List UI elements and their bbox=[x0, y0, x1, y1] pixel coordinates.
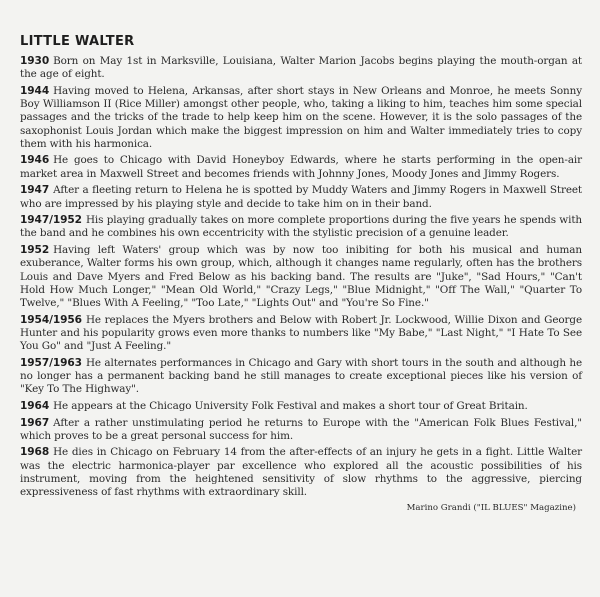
page-title: LITTLE WALTER bbox=[20, 34, 135, 49]
entry-year: 1957/1963 bbox=[20, 356, 82, 369]
entry-year: 1952 bbox=[20, 244, 50, 257]
entry-text: Having moved to Helena, Arkansas, after short stays in New Orleans and Monroe, he meets Sonny Boy Williamson II (Rice Miller) amongst other people, who, taking a liking to him, teaches him some special passages and the tricks of the trade to help keep him on the scene. However, it is the solo passages of the saxophonist Louis Jordan which make the biggest impression on him and Walter immediately tries to copy them with his harmonica. bbox=[20, 84, 582, 150]
timeline-entry bbox=[20, 417, 582, 443]
entry-text: Born on May 1st in Marksville, Louisiana, Walter Marion Jacobs begins playing the mouth-organ at the age of eight. bbox=[20, 55, 582, 81]
entry-year: 1930 bbox=[20, 55, 50, 67]
timeline-entry bbox=[20, 244, 582, 310]
entry-text: After a fleeting return to Helena he is spotted by Muddy Waters and Jimmy Rogers in Maxwell Street who are impressed by his playing style and decide to take him on in their band. bbox=[20, 184, 582, 210]
entry-year: 1946 bbox=[20, 154, 50, 167]
entry-year: 1968 bbox=[20, 446, 50, 459]
timeline-entry bbox=[20, 446, 582, 499]
entry-text: He alternates performances in Chicago and Gary with short tours in the south and although he no longer has a permanent backing band he still manages to create exceptional pieces like his version of "Key To The Highway". bbox=[20, 356, 582, 396]
entry-year: 1964 bbox=[20, 399, 50, 412]
timeline-entry bbox=[20, 55, 582, 81]
entry-year: 1944 bbox=[20, 84, 50, 97]
author-credit: Marino Grandi ("IL BLUES" Magazine) bbox=[406, 502, 576, 513]
timeline-entry bbox=[20, 85, 582, 151]
entry-text: He replaces the Myers brothers and Below with Robert Jr. Lockwood, Willie Dixon and George Hunter and his popularity grows even more thanks to numbers like "My Babe," "Last Night," "I Hate To See You Go" and "Just A Feeling." bbox=[20, 313, 582, 353]
entry-year: 1947/1952 bbox=[20, 214, 82, 227]
entry-text: Having left Waters' group which was by now too inibiting for both his musical and human exuberance, Walter forms his own group, which, although it changes name regularly, often has the brothers Louis and Dave Myers and Fred Below as his backing band. The results are "Juke", "Sad Hours," "Can't Hold How Much Longer," "Mean Old World," "Crazy Legs," "Blue Midnight," "Off The Wall," "Quarter To Twelve," "Blues With A Feeling," "Too Late," "Lights Out" and "You're So Fine." bbox=[20, 244, 582, 309]
entry-text: He goes to Chicago with David Honeyboy Edwards, where he starts performing in the open-air market area in Maxwell Street and becomes friends with Johnny Jones, Moody Jones and Jimmy Rogers. bbox=[20, 154, 582, 180]
timeline-entry bbox=[20, 357, 582, 397]
timeline-entry bbox=[20, 184, 582, 210]
entry-text: He appears at the Chicago University Folk Festival and makes a short tour of Great Britain. bbox=[53, 399, 528, 412]
entry-year: 1954/1956 bbox=[20, 313, 82, 326]
entry-year: 1947 bbox=[20, 184, 50, 197]
entry-year: 1967 bbox=[20, 416, 50, 429]
entry-text: He dies in Chicago on February 14 from the after-effects of an injury he gets in a fight. Little Walter was the electric harmonica-player par excellence who explored all the acoustic possibilities of his instrument, moving from the heightened sensitivity of slow rhythms to the aggressive, piercing expressiveness of fast rhythms with extraordinary skill. bbox=[20, 446, 582, 499]
timeline-entry bbox=[20, 314, 582, 354]
timeline-entry bbox=[20, 214, 582, 240]
entry-text: After a rather unstimulating period he returns to Europe with the "American Folk Blues Festival," which proves to be a great personal success for him. bbox=[20, 416, 582, 442]
timeline-entry bbox=[20, 400, 582, 413]
entry-text: His playing gradually takes on more complete proportions during the five years he spends with the band and he combines his own eccentricity with the stylistic precision of a genuine leader. bbox=[20, 214, 582, 240]
timeline-entry bbox=[20, 154, 582, 180]
